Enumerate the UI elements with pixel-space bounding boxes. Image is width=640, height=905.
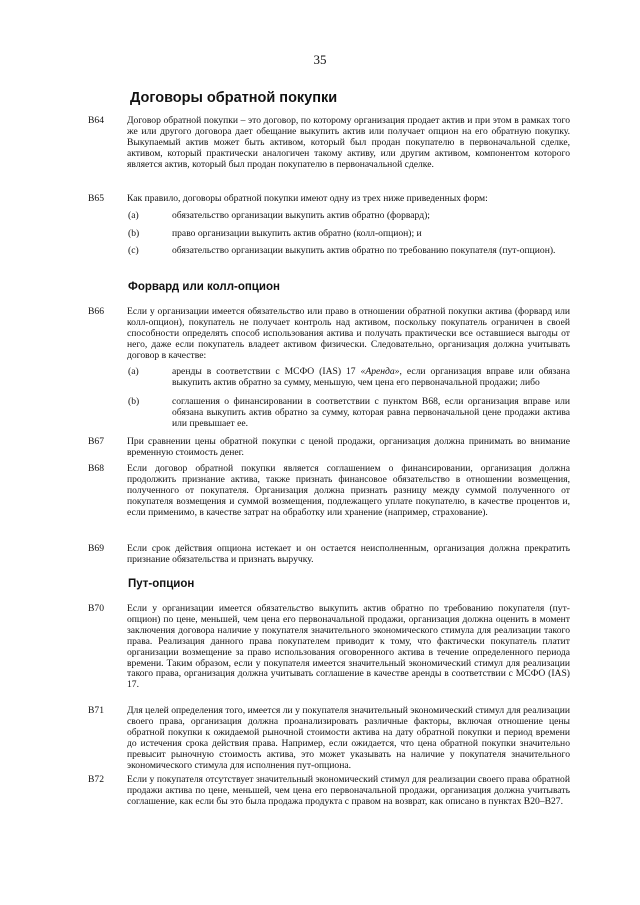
list-item-text: обязательство организации выкупить актив обратно (форвард); xyxy=(172,210,430,221)
paragraph-text: Если у организации имеется обязательство или право в отношении обратной покупки актива (форвард или колл-опцион), покупатель не получает контроль над активом, поскольку покупатель ограничен в своей способности определять способ использования актива и получать практически все оставшиеся выгоды от него, даже если покупатель владеет активом физически. Следовательно, организация должна учитывать договор в качестве: xyxy=(127,306,570,361)
list-item-text: обязательство организации выкупить актив обратно по требованию покупателя (пут-опцион). xyxy=(172,245,556,256)
paragraph-text: Если у организации имеется обязательство выкупить актив обратно по требованию покупателя (пут-опцион) по цене, меньшей, чем цена его первоначальной продажи, организация должна оценить в момент заключения договора наличие у покупателя значительного экономического стимула для реализации такого права. Реализация данного права покупателем приводит к тому, что фактически покупатель платит организации возмещение за право использования оговоренного актива в течение определенного периода времени. Таким образом, если у покупателя имеется значительный экономический стимул для реализации такого права, организация должна учитывать соглашение в качестве аренды в соответствии с МСФО (IAS) 17. xyxy=(127,603,570,691)
list-item-label: (b) xyxy=(128,228,140,239)
list-item-text xyxy=(172,367,570,389)
paragraph-text: При сравнении цены обратной покупки с ценой продажи, организация должна принимать во внимание временную стоимость денег. xyxy=(127,436,570,458)
subsection-title: Форвард или колл-опцион xyxy=(128,281,280,293)
item-text-part: , если организация вправе или обязана выкупить актив обратно за сумму, меньшую, чем цена его первоначальной продажи; либо xyxy=(172,366,570,388)
list-item-text: соглашения о финансировании в соответствии с пунктом B68, если организация вправе или обязана выкупить актив обратно за сумму, которая равна первоначальной цене продажи актива или превышает ее. xyxy=(172,396,570,429)
paragraph-code: B72 xyxy=(88,774,104,785)
list-item-label: (b) xyxy=(128,396,140,407)
paragraph-code: B70 xyxy=(88,603,104,614)
list-item-label: (c) xyxy=(128,245,139,256)
list-item-text: право организации выкупить актив обратно (колл-опцион); и xyxy=(172,228,422,239)
paragraph-text: Как правило, договоры обратной покупки имеют одну из трех ниже приведенных форм: xyxy=(127,193,488,204)
paragraph-text: Если срок действия опциона истекает и он остается неисполненным, организация должна прекратить признание обязательства и признать выручку. xyxy=(127,543,570,565)
paragraph-text: Если у покупателя отсутствует значительный экономический стимул для реализации своего права обратной продажи актива по цене, меньшей, чем цена его первоначальной продажи, организация должна учитывать соглашение, как если бы это была продажа продукта с правом на возврат, как описано в пунктах B20–B27. xyxy=(127,774,570,807)
paragraph-text: Если договор обратной покупки является соглашением о финансировании, организация должна продолжить признание актива, также признать финансовое обязательство в отношении возмещения, полученного от покупателя. Организация должна признать разницу между суммой полученного от покупателя возмещения и суммой возмещения, подлежащего уплате покупателю, в качестве процентов и, если применимо, в качестве затрат на обработку или хранение (например, страхование). xyxy=(127,463,570,518)
paragraph-code: B65 xyxy=(88,193,104,204)
paragraph-code: B64 xyxy=(88,115,104,126)
paragraph-code: B69 xyxy=(88,543,104,554)
list-item-label: (a) xyxy=(128,210,139,221)
paragraph-code: B71 xyxy=(88,705,104,716)
item-text-part: аренды в соответствии с МСФО (IAS) 17 xyxy=(172,366,361,377)
paragraph-code: B67 xyxy=(88,436,104,447)
section-title: Договоры обратной покупки xyxy=(130,90,338,106)
paragraph-code: B68 xyxy=(88,463,104,474)
paragraph-text: Для целей определения того, имеется ли у покупателя значительный экономический стимул для реализации своего права, организация должна проанализировать различные факторы, включая отношение цены обратной покупки к ожидаемой рыночной стоимости актива на дату обратной покупки и период времени до истечения срока действия права. Например, если ожидается, что цена обратной покупки значительно превысит рыночную стоимость актива, это может указывать на наличие у покупателя значительного экономического стимула для исполнения пут-опциона. xyxy=(127,705,570,771)
paragraph-code: B66 xyxy=(88,306,104,317)
paragraph-text: Договор обратной покупки – это договор, по которому организация продает актив и при этом в рамках того же или другого договора дает обещание выкупить актив или получает опцион на его обратную покупку. Выкупаемый актив может быть активом, который был продан покупателю в первоначальной сделке, активом, который практически аналогичен такому активу, или другим активом, компонентом которого является актив, который был продан покупателю в первоначальной сделке. xyxy=(127,115,570,170)
page-number: 35 xyxy=(313,52,327,67)
list-item-label: (a) xyxy=(128,366,139,377)
item-text-italic: «Аренда» xyxy=(360,366,400,377)
subsection-title: Пут-опцион xyxy=(128,578,195,590)
